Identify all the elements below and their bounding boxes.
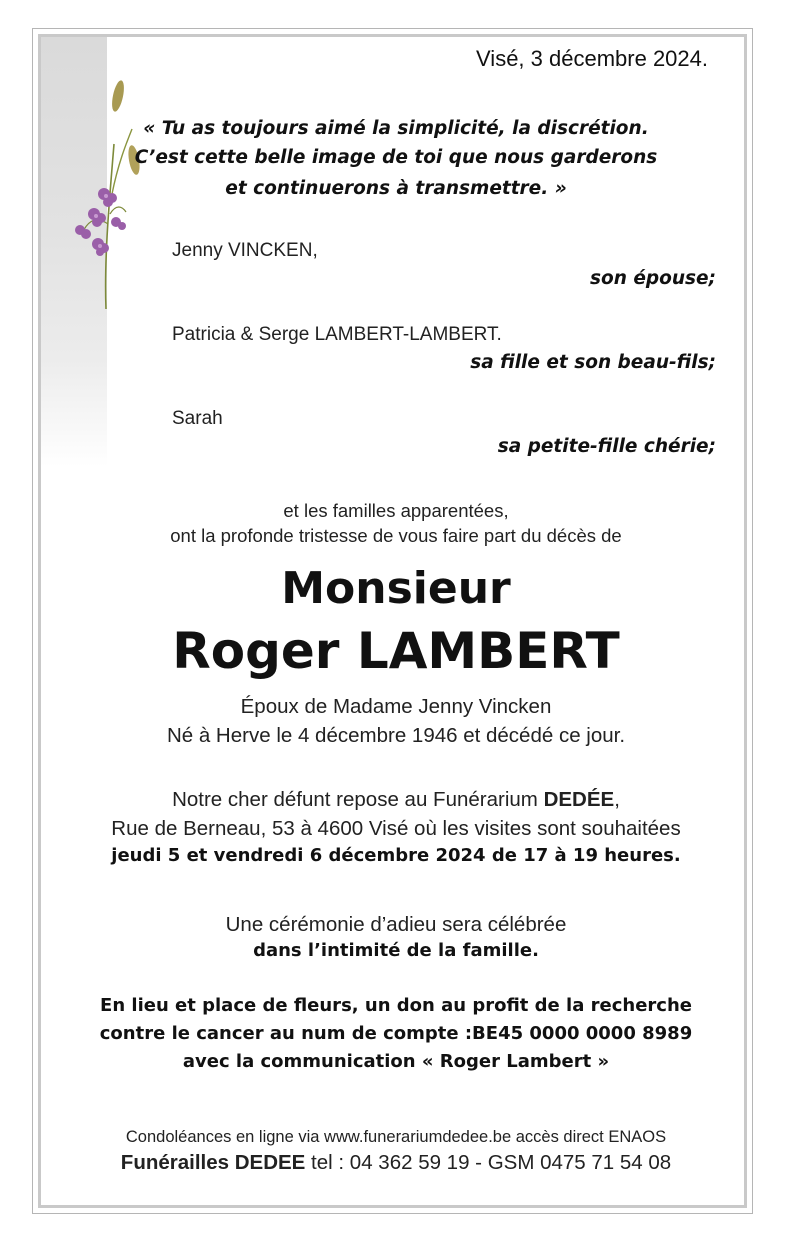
company-name: Funérailles DEDEE — [120, 1151, 306, 1174]
condolences-line: Condoléances en ligne via www.funerariumdedee.be accès direct ENAOS — [125, 1128, 667, 1146]
deceased-dates: Né à Herve le 4 décembre 1946 et décédé ce jour. — [166, 724, 626, 747]
contact-info: tel : 04 362 59 19 - GSM 0475 71 54 08 — [305, 1151, 672, 1174]
funerarium-name: DEDÉE — [543, 788, 615, 811]
announcement-line-1: et les familles apparentées, — [283, 500, 509, 521]
quote-line-1: « Tu as toujours aimé la simplicité, la discrétion. — [143, 118, 649, 139]
violet-flowers-icon — [64, 74, 150, 324]
ceremony-line-1: Une cérémonie d’adieu sera célébrée — [225, 913, 567, 936]
contact-line — [0, 1151, 792, 1175]
family-name-2: Patricia & Serge LAMBERT-LAMBERT. — [172, 324, 502, 345]
visitation-line-1 — [0, 788, 792, 812]
family-relation-2: sa fille et son beau-fils; — [470, 352, 716, 373]
quote-line-3: et continuerons à transmettre. » — [225, 178, 567, 199]
family-relation-1: son épouse; — [590, 268, 716, 289]
visitation-prefix: Notre cher défunt repose au Funérarium — [172, 788, 544, 811]
ceremony-line-2: dans l’intimité de la famille. — [253, 940, 539, 961]
donation-line-2: contre le cancer au num de compte :BE45 0000 0000 8989 — [99, 1023, 693, 1044]
family-relation-3: sa petite-fille chérie; — [497, 436, 716, 457]
quote-line-2: C’est cette belle image de toi que nous garderons — [134, 147, 658, 168]
family-name-1: Jenny VINCKEN, — [172, 240, 318, 261]
deceased-title: Monsieur — [281, 563, 511, 614]
visitation-line-2: Rue de Berneau, 53 à 4600 Visé où les visites sont souhaitées — [111, 817, 681, 840]
date-line: Visé, 3 décembre 2024. — [476, 46, 708, 71]
visitation-line-3: jeudi 5 et vendredi 6 décembre 2024 de 17 à 19 heures. — [111, 845, 681, 866]
deceased-name: Roger LAMBERT — [172, 622, 620, 680]
visitation-suffix: , — [614, 788, 620, 811]
announcement-line-2: ont la profonde tristesse de vous faire part du décès de — [170, 525, 622, 546]
donation-line-3: avec la communication « Roger Lambert » — [182, 1051, 610, 1072]
deceased-spouse: Époux de Madame Jenny Vincken — [240, 695, 552, 718]
donation-line-1: En lieu et place de fleurs, un don au profit de la recherche — [100, 995, 692, 1016]
family-name-3: Sarah — [172, 408, 223, 429]
